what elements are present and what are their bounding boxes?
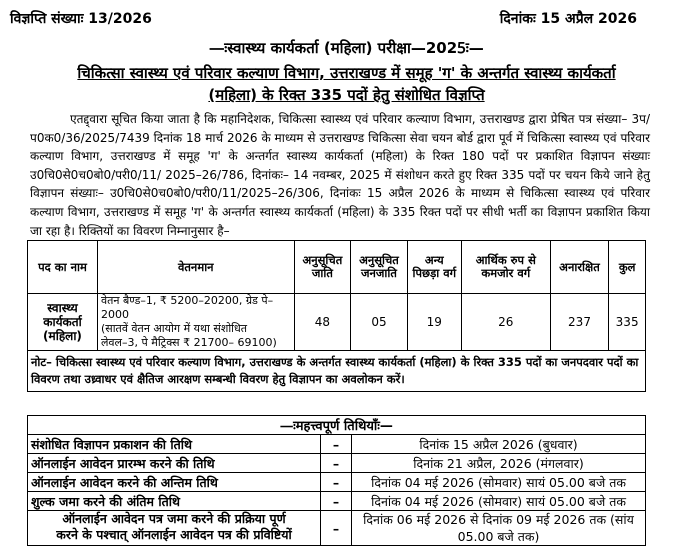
date-dash: –	[321, 511, 352, 546]
date-label-multiline	[28, 511, 321, 546]
date-row	[28, 492, 646, 511]
pay-line-3: लेवल–3, पे मैट्रिक्स ₹ 21700– 69100)	[100, 336, 277, 349]
subject-line-2: (महिला) के रिक्त 335 पदों हेतु संशोधित विज्ञप्ति	[208, 86, 485, 104]
col-pay: वेतनमान	[97, 241, 294, 294]
obc-count: 19	[407, 294, 461, 351]
col-ur: अनारक्षित	[550, 241, 609, 294]
exam-title: —ःस्वास्थ्य कार्यकर्ता (महिला) परीक्षा—2025ः—	[209, 39, 484, 57]
date-dash: –	[321, 435, 352, 454]
post-name-line-3: (महिला)	[43, 329, 82, 343]
date-value: दिनांक 15 अप्रैल 2026 (बुधवार)	[352, 435, 646, 454]
important-dates-table	[27, 415, 646, 546]
date-label: ऑनलाईन आवेदन प्रारम्भ करने की तिथि	[28, 454, 321, 473]
date-value-line-2: 05.00 बजे तक)	[457, 529, 540, 544]
post-name-line-1: स्वास्थ्य	[47, 301, 78, 315]
date-value: दिनांक 04 मई 2026 (सोमवार) सायं 05.00 बजे तक	[352, 473, 646, 492]
dates-heading-row	[28, 416, 646, 435]
col-st: अनुसूचित जनजाति	[351, 241, 408, 294]
date-row	[28, 435, 646, 454]
total-count: 335	[609, 294, 646, 351]
notice-number: विज्ञप्ति संख्याः 13/2026	[10, 11, 152, 27]
date-dash: –	[321, 454, 352, 473]
sc-count: 48	[294, 294, 351, 351]
date-value: दिनांक 04 मई 2026 (सोमवार) सायं 05.00 बजे तक	[352, 492, 646, 511]
date-value-multiline	[352, 511, 646, 546]
date-value: दिनांक 21 अप्रैल, 2026 (मंगलवार)	[352, 454, 646, 473]
vacancy-data-row	[28, 294, 646, 351]
date-dash: –	[321, 473, 352, 492]
vacancy-table	[27, 240, 646, 392]
post-name-cell	[28, 294, 98, 351]
col-ews: आर्थिक रुप से कमजोर वर्ग	[461, 241, 550, 294]
ews-count: 26	[461, 294, 550, 351]
col-post: पद का नाम	[28, 241, 98, 294]
pay-scale-cell	[97, 294, 294, 351]
date-row	[28, 473, 646, 492]
pay-line-1: वेतन बैण्ड–1, ₹ 5200–20200, ग्रेड पे–2000	[100, 294, 274, 321]
date-label: शुल्क जमा करने की अंतिम तिथि	[28, 492, 321, 511]
date-row	[28, 454, 646, 473]
date-label: ऑनलाईन आवेदन करने की अन्तिम तिथि	[28, 473, 321, 492]
date-label: संशोधित विज्ञापन प्रकाशन की तिथि	[28, 435, 321, 454]
date-label-line-1: ऑनलाईन आवेदन पत्र जमा करने की प्रक्रिया पूर्ण	[62, 511, 286, 526]
notice-paragraph: एतद्द्वारा सूचित किया जाता है कि महानिदेशक, चिकित्सा स्वास्थ्य एवं परिवार कल्याण विभाग, उत्तराखण्ड द्वारा प्रेषित पत्र संख्या– 3प/प0क0/36/2025/7439 दिनांक 18 मार्च 2026 के माध्यम से उत्तराखण्ड चिकित्सा सेवा चयन बोर्ड द्वारा पूर्व में चिकित्सा स्वास्थ्य एवं परिवार कल्याण विभाग, उत्तराखण्ड में समूह 'ग' के अन्तर्गत स्वास्थ्य कार्यकर्ता (महिला) के रिक्त 180 पदों पर प्रकाशित विज्ञापन संख्याः उ0चि0से0च0बो0/परी0/11/ 2025–26/786, दिनांकः– 14 नवम्बर, 2025 में संशोधन करते हुए रिक्त 335 पदों पर चयन किये जाने हेतु विज्ञापन संख्याः– उ0चि0से0च0बो0/परी0/11/2025–26/306, दिनांकः 15 अप्रैल 2026 के माध्यम से चिकित्सा स्वास्थ्य एवं परिवार कल्याण विभाग, उत्तराखण्ड में समूह 'ग' के अन्तर्गत स्वास्थ्य कार्यकर्ता (महिला) के 335 रिक्त पदों पर सीधी भर्ती का विज्ञापन प्रकाशित किया जा रहा है। रिक्तियों का विवरण निम्नानुसार है–	[30, 112, 650, 238]
col-total: कुल	[609, 241, 646, 294]
post-name-line-2: कार्यकर्ता	[43, 315, 82, 329]
vacancy-note-row	[28, 351, 646, 392]
col-obc: अन्य पिछड़ा वर्ग	[407, 241, 461, 294]
vacancy-note: नोट– चिकित्सा स्वास्थ्य एवं परिवार कल्याण विभाग, उत्तराखण्ड के अन्तर्गत स्वास्थ्य कार्यकर्ता (महिला) के रिक्त 335 पदों का जनपदवार पदों का विवरण तथा उध्र्वाधर एवं क्षैतिज आरक्षण सम्बन्धी विवरण हेतु विज्ञापन का अवलोकन करें।	[28, 351, 646, 392]
subject-line-1: चिकित्सा स्वास्थ्य एवं परिवार कल्याण विभाग, उत्तराखण्ड में समूह 'ग' के अन्तर्गत स्वास्थ्य कार्यकर्ता	[77, 64, 616, 82]
date-value-line-1: दिनांक 06 मई 2026 से दिनांक 09 मई 2026 तक (सांय	[363, 512, 634, 527]
dates-heading: —ःमहत्त्वपूर्ण तिथियाँः—	[28, 416, 646, 435]
st-count: 05	[351, 294, 408, 351]
vacancy-header-row	[28, 241, 646, 294]
notice-date: दिनांकः 15 अप्रैल 2026	[499, 11, 637, 27]
date-row-last	[28, 511, 646, 546]
date-label-line-2: करने के पश्चात् ऑनलाईन आवेदन पत्र की प्रविष्टियों	[56, 527, 292, 542]
pay-line-2: (सातवें वेतन आयोग में यथा संशोधित	[100, 322, 248, 335]
notice-subject	[0, 62, 693, 106]
ur-count: 237	[550, 294, 609, 351]
col-sc: अनुसूचित जाति	[294, 241, 351, 294]
date-dash: –	[321, 492, 352, 511]
